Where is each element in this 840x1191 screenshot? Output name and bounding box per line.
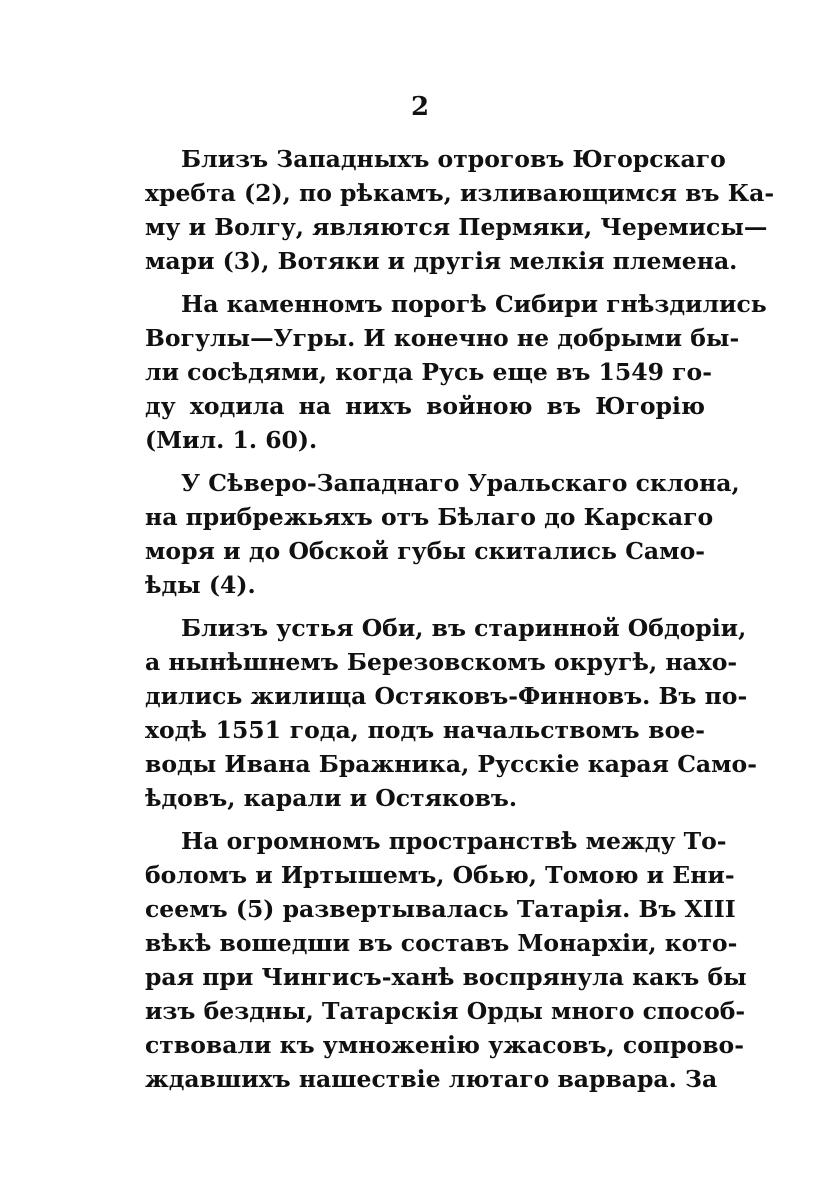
text-line: воды Ивана Бражника, Русскіе карая Само- (145, 750, 757, 778)
paragraph-2 (145, 287, 767, 457)
paragraph-3 (145, 466, 740, 602)
text-line: рая при Чингисъ-ханѣ воспрянула какъ бы (145, 963, 747, 991)
text-line: ѣды (4). (145, 571, 256, 599)
body-text (145, 142, 775, 1105)
text-line: ду ходила на нихъ войною въ Югорію (145, 392, 705, 420)
text-line: му и Волгу, являются Пермяки, Черемисы— (145, 213, 768, 241)
text-line: У Сѣверо-Западнаго Уральскаго склона, (181, 469, 740, 497)
text-line: а нынѣшнемъ Березовскомъ округѣ, нахо- (145, 648, 738, 676)
text-line: Близъ Западныхъ отроговъ Югорскаго (181, 145, 726, 173)
text-line: На огромномъ пространствѣ между То- (181, 827, 727, 855)
paragraph-1 (145, 142, 775, 278)
text-line: изъ бездны, Татарскія Орды много способ- (145, 997, 746, 1025)
text-line: Близъ устья Оби, въ старинной Обдоріи, (181, 614, 747, 642)
text-line: дились жилища Остяковъ-Финновъ. Въ по- (145, 682, 748, 710)
paragraph-4 (145, 611, 757, 815)
text-line: ждавшихъ нашествіе лютаго варвара. За (145, 1065, 718, 1093)
text-line: сеемъ (5) развертывалась Татарія. Въ XIII (145, 895, 736, 923)
text-line: хребта (2), по рѣкамъ, изливающимся въ Ка- (145, 179, 775, 207)
text-line: Вогулы—Угры. И конечно не добрыми бы- (145, 324, 740, 352)
text-line: боломъ и Иртышемъ, Обью, Томою и Ени- (145, 861, 735, 889)
text-line: вѣкѣ вошедши въ составъ Монархіи, кото- (145, 929, 738, 957)
text-line: моря и до Обской губы скитались Само- (145, 537, 705, 565)
text-line: на прибрежьяхъ отъ Бѣлаго до Карскаго (145, 503, 714, 531)
text-line: ствовали къ умноженію ужасовъ, сопрово- (145, 1031, 744, 1059)
text-line: На каменномъ порогѣ Сибири гнѣздились (181, 290, 767, 318)
text-line: ли сосѣдями, когда Русь еще въ 1549 го- (145, 358, 712, 386)
page-number: 2 (410, 92, 430, 122)
text-line: ѣдовъ, карали и Остяковъ. (145, 784, 518, 812)
paragraph-5 (145, 824, 747, 1096)
text-line: мари (3), Вотяки и другія мелкія племена. (145, 247, 738, 275)
text-line: (Мил. 1. 60). (145, 426, 318, 454)
text-line: ходѣ 1551 года, подъ начальствомъ вое- (145, 716, 705, 744)
